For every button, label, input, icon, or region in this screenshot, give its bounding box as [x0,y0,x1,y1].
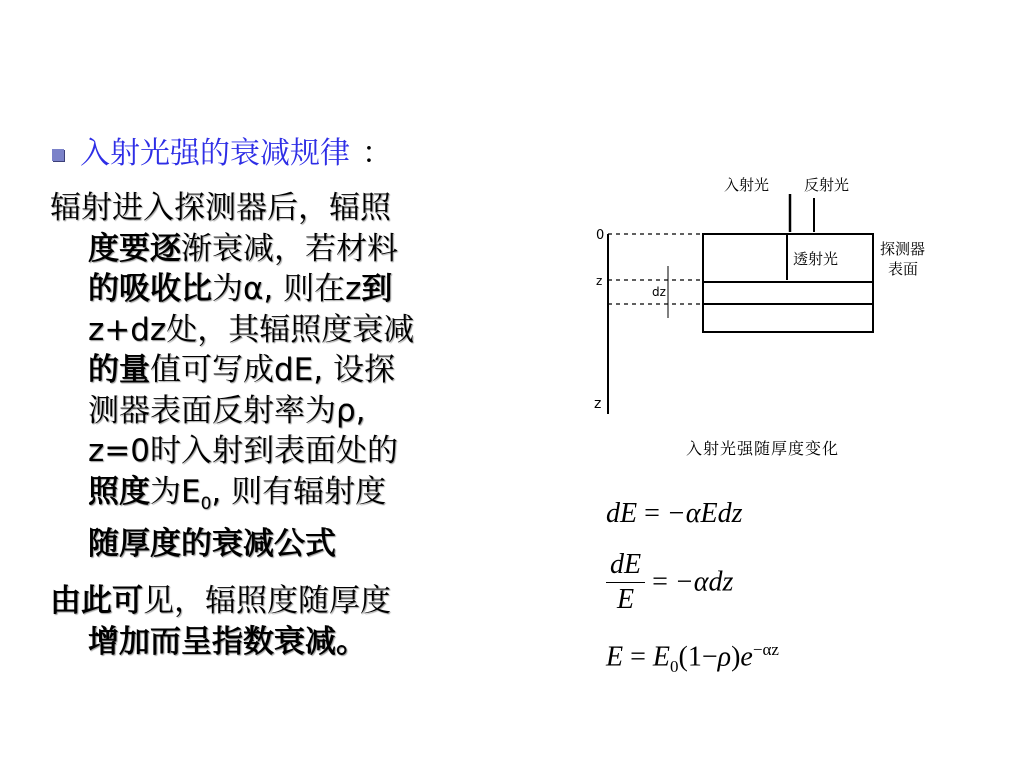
slide-heading [52,134,392,174]
reflected-light-label: 反射光 [804,176,850,194]
denominator: E [617,584,635,615]
formula-term: e [740,641,753,673]
para-line [50,472,498,525]
detector-label: 探测器 [880,240,926,258]
para-line: z=0时入射到表面处的 [88,433,398,469]
para-line [50,350,498,391]
axis-dz-label: dz [652,285,666,299]
formula-eq: = [644,498,660,529]
formula-term: −αEdz [666,498,743,529]
bold-run: 的吸收比 [88,271,212,307]
fraction [606,550,645,615]
formula-term: E [606,641,624,673]
para-line [50,269,498,310]
surface-label: 表面 [888,260,919,278]
text-run: , 则有辐射度 [211,473,387,510]
para-line: z+dz处，其辐照度衰减 [88,311,415,348]
formula-eq: = [652,566,668,598]
detector-layer-bottom [703,304,873,332]
formula-ratio [606,550,733,615]
bold-run: 度要逐 [88,230,181,267]
formula-term: −αdz [674,566,734,598]
transmitted-light-label: 透射光 [793,250,839,268]
text-run: 见，辐照度随厚度 [143,583,391,619]
incident-light-label: 入射光 [724,176,770,194]
formula-differential [606,498,743,530]
detector-layer-dz [703,282,873,304]
axis-zero-label: 0 [596,228,605,243]
para-line: 测器表面反射率为ρ, [88,392,366,429]
para-line: 随厚度的衰减公式 [88,526,336,563]
bullet-icon [52,149,64,161]
formula-term: E [652,641,671,673]
para-line [50,229,498,270]
exponent: −αz [752,640,779,659]
bold-run: 的量 [88,352,150,388]
para-line [50,581,498,622]
diagram-caption: 入射光强随厚度变化 [686,439,840,458]
formula-term: ) [731,641,741,673]
formula-exponential [606,640,779,677]
heading-text: 入射光强的衰减规律 [80,136,350,171]
formula-eq: = [630,641,646,673]
text-run: 值可写成dE, 设探 [150,352,395,388]
numerator: dE [606,550,645,583]
text-run: 为E [150,473,201,510]
subscript: 0 [200,493,212,514]
subscript: 0 [670,656,679,676]
text-run: 渐衰减，若材料 [181,230,398,267]
explanation-paragraph [50,188,498,565]
bold-run: 由此可 [50,583,143,619]
heading-colon: ： [362,136,392,171]
attenuation-diagram [588,168,954,420]
conclusion-paragraph [50,581,498,662]
bold-run: 到 [361,271,393,307]
formula-term: dE [606,498,638,529]
formula-term: (1− [678,641,718,673]
formula-term: ρ [717,641,732,673]
para-line: 增加而呈指数衰减。 [88,623,367,660]
axis-z-small-label: z [596,274,603,288]
text-run: 为α, 则在z [212,271,362,307]
axis-z-label: z [594,396,602,412]
para-line: 辐射进入探测器后，辐照 [50,190,391,226]
bold-run: 照度 [88,473,150,510]
